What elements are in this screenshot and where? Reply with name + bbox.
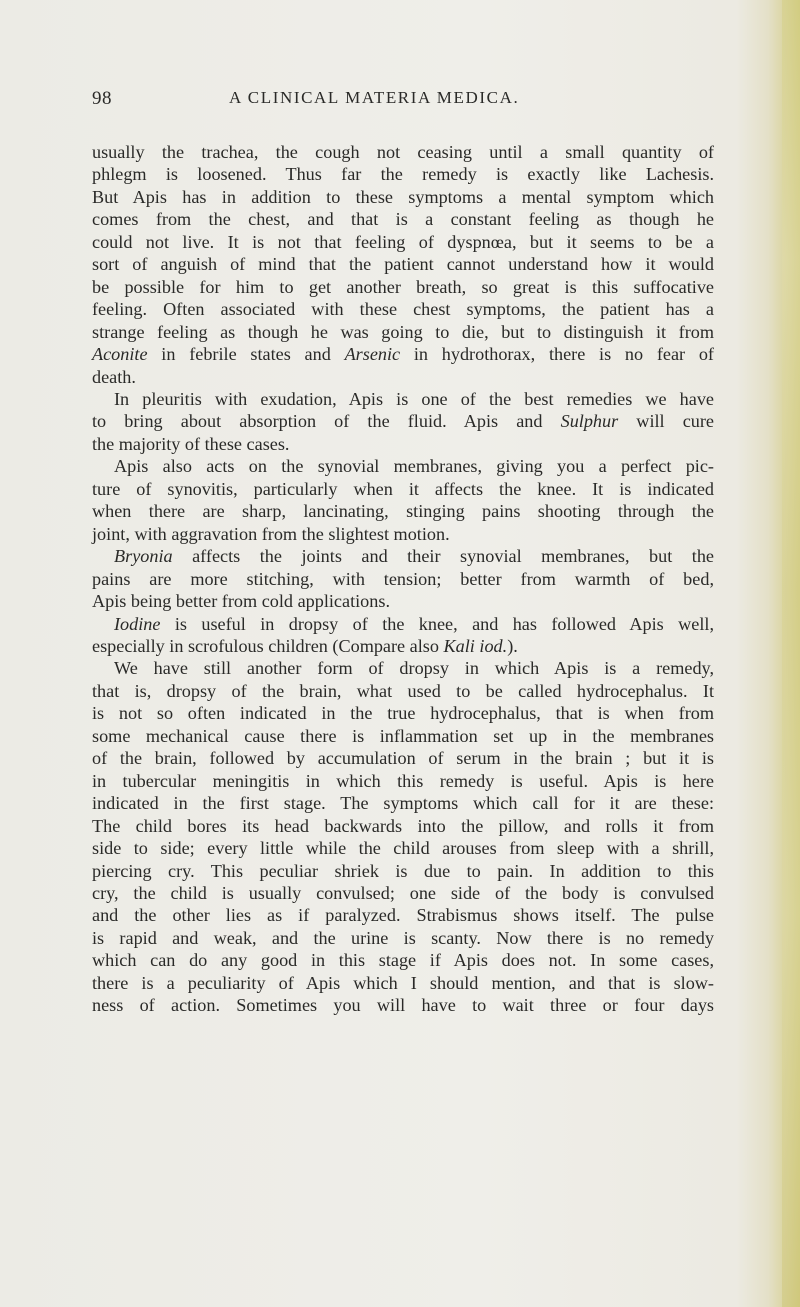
text-line: phlegm is loosened. Thus far the remedy is exactly like Lachesis. bbox=[92, 164, 714, 185]
text-line: to bring about absorption of the fluid. Apis and Sulphur will cure bbox=[92, 411, 715, 432]
text-line: piercing cry. This peculiar shriek is due to pain. In addition to this bbox=[92, 860, 714, 881]
paragraph-start: Iodine is useful in dropsy of the knee, and has followed Apis well, bbox=[114, 613, 714, 634]
text-line: indicated in the first stage. The symptoms which call for it are these: bbox=[92, 793, 714, 814]
text-line: The child bores its head backwards into the pillow, and rolls it from bbox=[92, 815, 714, 836]
remedy-name: Bryonia bbox=[114, 546, 173, 567]
page-body-text bbox=[92, 141, 714, 1017]
text-line: feeling. Often associated with these chest symptoms, the patient has a bbox=[92, 299, 714, 320]
remedy-name: Iodine bbox=[114, 613, 161, 634]
text-line: death. bbox=[92, 366, 136, 387]
text-line: cry, the child is usually convulsed; one side of the body is convulsed bbox=[92, 882, 714, 903]
text-line: ture of synovitis, particularly when it affects the knee. It is indicated bbox=[92, 478, 714, 499]
text-line: some mechanical cause there is inflammation set up in the membranes bbox=[92, 725, 714, 746]
remedy-name: Aconite bbox=[92, 344, 148, 365]
remedy-name: Arsenic bbox=[344, 344, 401, 365]
text-line: is rapid and weak, and the urine is scanty. Now there is no remedy bbox=[92, 927, 714, 948]
running-title: A CLINICAL MATERIA MEDICA. bbox=[229, 88, 520, 107]
text-line: usually the trachea, the cough not ceasing until a small quantity of bbox=[92, 142, 714, 162]
paragraph-start: We have still another form of dropsy in which Apis is a remedy, bbox=[114, 658, 714, 679]
text-line: there is a peculiarity of Apis which I should mention, and that is slow- bbox=[92, 972, 714, 993]
text-line: which can do any good in this stage if Apis does not. In some cases, bbox=[92, 950, 714, 971]
remedy-name: Kali iod. bbox=[443, 635, 508, 656]
text-line: of the brain, followed by accumulation of serum in the brain ; but it is bbox=[92, 748, 714, 769]
text-line: especially in scrofulous children (Compare also Kali iod.). bbox=[92, 635, 518, 656]
page-header bbox=[92, 88, 712, 114]
paragraph-start: Bryonia affects the joints and their synovial membranes, but the bbox=[114, 546, 714, 567]
text-line: could not live. It is not that feeling of dyspnœa, but it seems to be a bbox=[92, 231, 714, 252]
text-line: Aconite in febrile states and Arsenic in hydrothorax, there is no fear of bbox=[92, 344, 714, 365]
text-line: in tubercular meningitis in which this remedy is useful. Apis is here bbox=[92, 770, 714, 791]
text-line: the majority of these cases. bbox=[92, 433, 290, 454]
text-line: pains are more stitching, with tension; better from warmth of bed, bbox=[92, 568, 714, 589]
text-line: and the other lies as if paralyzed. Strabismus shows itself. The pulse bbox=[92, 905, 714, 926]
text-line: But Apis has in addition to these symptoms a mental symptom which bbox=[92, 186, 714, 207]
text-line: when there are sharp, lancinating, stinging pains shooting through the bbox=[92, 501, 714, 522]
text-line: sort of anguish of mind that the patient cannot understand how it would bbox=[92, 254, 714, 275]
paragraph-start: Apis also acts on the synovial membranes, giving you a perfect pic- bbox=[114, 456, 714, 477]
page-edge-stain bbox=[782, 0, 800, 1307]
paragraph-start: In pleuritis with exudation, Apis is one of the best remedies we have bbox=[114, 388, 714, 409]
text-line: Apis being better from cold applications. bbox=[92, 591, 390, 612]
text-line: ness of action. Sometimes you will have to wait three or four days bbox=[92, 995, 714, 1016]
text-line: is not so often indicated in the true hydrocephalus, that is when from bbox=[92, 703, 714, 724]
text-line: comes from the chest, and that is a constant feeling as though he bbox=[92, 209, 714, 230]
text-line: be possible for him to get another breath, so great is this suffocative bbox=[92, 276, 714, 297]
text-line: side to side; every little while the child arouses from sleep with a shrill, bbox=[92, 838, 714, 859]
remedy-name: Sulphur bbox=[560, 411, 619, 432]
text-line: that is, dropsy of the brain, what used to be called hydrocephalus. It bbox=[92, 680, 714, 701]
page-number: 98 bbox=[92, 88, 112, 109]
text-line: joint, with aggravation from the slightest motion. bbox=[92, 523, 450, 544]
text-line: strange feeling as though he was going to die, but to distinguish it from bbox=[92, 321, 714, 342]
